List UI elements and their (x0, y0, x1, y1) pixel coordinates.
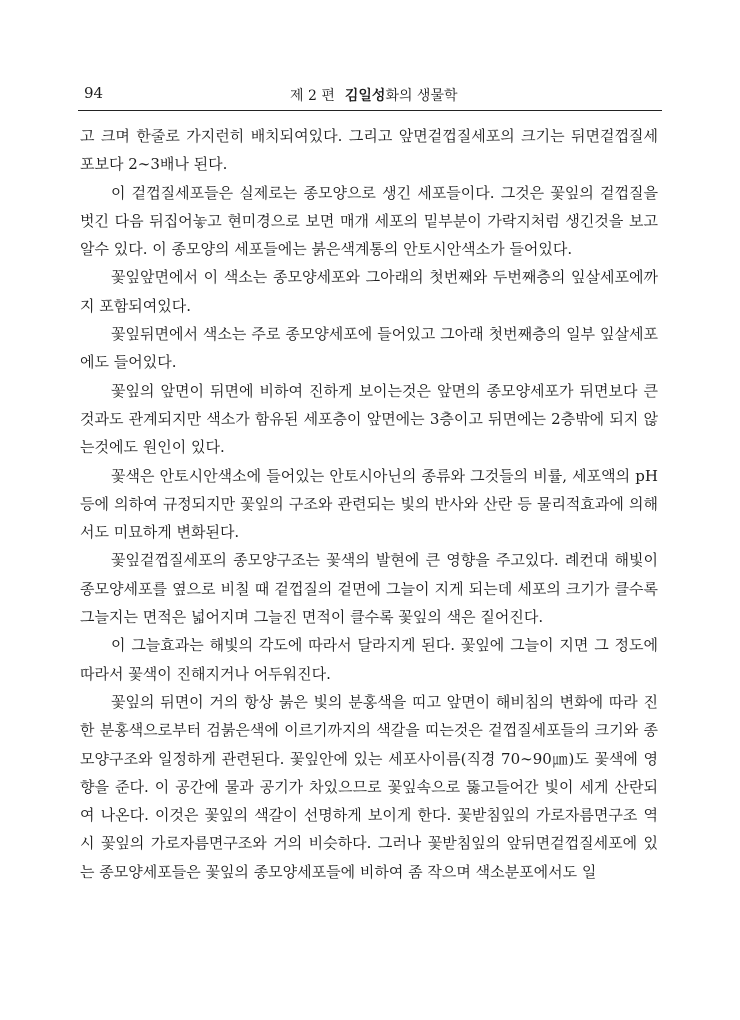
paragraph: 꽃잎겉껍질세포의 종모양구조는 꽃색의 발현에 큰 영향을 주고있다. 례컨대 해빛이 종모양세포를 옆으로 비칠 때 겉껍질의 겉면에 그늘이 지게 되는데 세포의 크기가 클수록 그늘지는 면적은 넓어지며 그늘진 면적이 클수록 꽃잎의 색은 짙어진다. (80, 551, 658, 627)
title-rest: 화의 생물학 (385, 88, 458, 104)
page-number: 94 (84, 84, 104, 102)
paragraph: 꽃잎의 뒤면이 거의 항상 붉은 빛의 분홍색을 띠고 앞면이 해비침의 변화에 따라 진한 분홍색으로부터 검붉은색에 이르기까지의 색갈을 띠는것은 겉껍질세포들의 크기와 종모양구조와 일정하게 관련된다. 꽃잎안에 있는 세포사이름(직경 70∼90㎛)도 꽃색에 영향을 준다. 이 공간에 물과 공기가 차있으므로 꽃잎속으로 뚫고들어간 빛이 세게 산란되여 나온다. 이것은 꽃잎의 색갈이 선명하게 보이게 한다. 꽃받침잎의 가로자름면구조 역시 꽃잎의 가로자름면구조와 거의 비슷하다. 그러나 꽃받침잎의 앞뒤면겉껍질세포에 있는 종모양세포들은 꽃잎의 종모양세포들에 비하여 좀 작으며 색소분포에서도 일 (80, 692, 658, 881)
body-text (80, 122, 658, 886)
page-header (78, 84, 662, 111)
title-bold: 김일성 (344, 88, 386, 104)
chapter-label: 제 2 편 (290, 88, 335, 104)
paragraph: 꽃색은 안토시안색소에 들어있는 안토시아닌의 종류와 그것들의 비률, 세포액의 pH 등에 의하여 규정되지만 꽃잎의 구조와 관련되는 빛의 반사와 산란 등 물리적효과에 의해서도 미묘하게 변화된다. (80, 466, 658, 542)
paragraph: 이 겉껍질세포들은 실제로는 종모양으로 생긴 세포들이다. 그것은 꽃잎의 겉껍질을 벗긴 다음 뒤집어놓고 현미경으로 보면 매개 세포의 밑부분이 가락지처럼 생긴것을 보고 알수 있다. 이 종모양의 세포들에는 붉은색계통의 안토시안색소가 들어있다. (80, 183, 658, 259)
running-title (290, 85, 458, 105)
paragraph: 꽃잎뒤면에서 색소는 주로 종모양세포에 들어있고 그아래 첫번째층의 일부 잎살세포에도 들어있다. (80, 325, 658, 372)
paragraph: 꽃잎의 앞면이 뒤면에 비하여 진하게 보이는것은 앞면의 종모양세포가 뒤면보다 큰것과도 관계되지만 색소가 함유된 세포층이 앞면에는 3층이고 뒤면에는 2층밖에 되지 않는것에도 원인이 있다. (80, 381, 658, 457)
paragraph: 고 크며 한줄로 가지런히 배치되여있다. 그리고 앞면겉껍질세포의 크기는 뒤면겉껍질세포보다 2∼3배나 된다. (80, 127, 658, 174)
paragraph: 꽃잎앞면에서 이 색소는 종모양세포와 그아래의 첫번째와 두번째층의 잎살세포에까지 포함되여있다. (80, 268, 658, 315)
paragraph: 이 그늘효과는 해빛의 각도에 따라서 달라지게 된다. 꽃잎에 그늘이 지면 그 정도에 따라서 꽃색이 진해지거나 어두워진다. (80, 636, 658, 683)
